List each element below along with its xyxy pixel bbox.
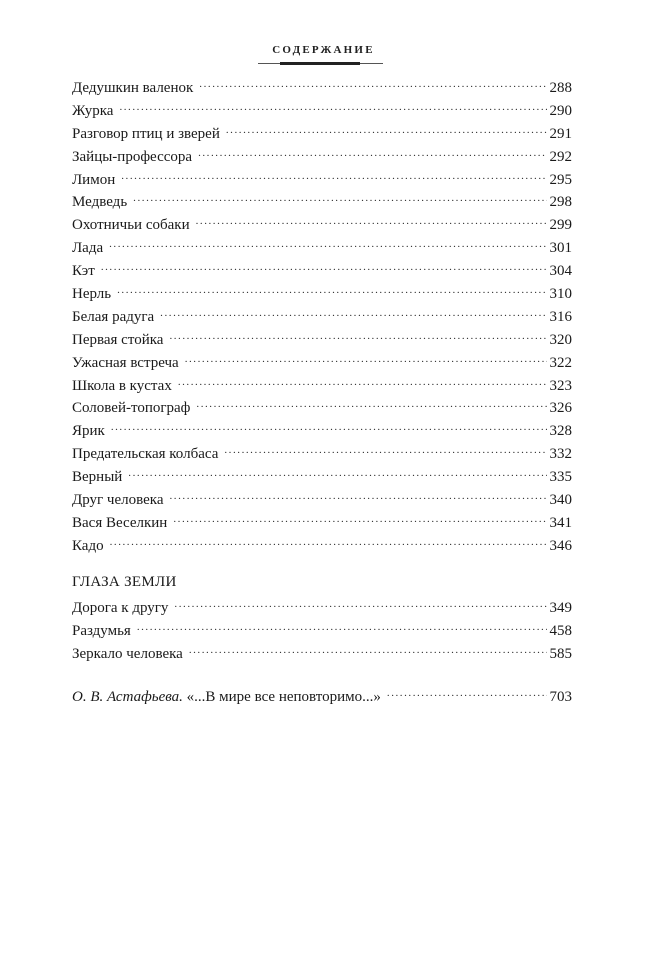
dot-leader [111, 421, 547, 435]
toc-entry-title: Нерль [72, 286, 112, 303]
toc-entry-title: Первая стойка [72, 331, 164, 348]
dot-leader [199, 78, 546, 92]
toc-entry[interactable] [72, 512, 572, 535]
dot-leader [198, 147, 546, 161]
toc-entry[interactable] [72, 375, 572, 398]
afterword-entry [72, 686, 572, 709]
toc-entry-page: 298 [549, 194, 572, 211]
toc-entry-title: Соловей-топограф [72, 400, 191, 417]
header-divider-accent [280, 62, 360, 65]
toc-entry-page: 299 [549, 217, 572, 234]
toc-entry[interactable] [72, 443, 572, 466]
toc-entry[interactable] [72, 597, 572, 620]
toc-entry-title: Школа в кустах [72, 377, 172, 394]
dot-leader [101, 261, 547, 275]
section-heading: ГЛАЗА ЗЕМЛИ [72, 574, 177, 590]
toc-entry-title: Охотничьи собаки [72, 217, 190, 234]
toc-entry-title: Разговор птиц и зверей [72, 125, 220, 142]
toc-entry[interactable] [72, 329, 572, 352]
toc-entry-page: 585 [549, 645, 572, 662]
toc-entry[interactable] [72, 620, 572, 643]
dot-leader [170, 490, 547, 504]
dot-leader [174, 598, 546, 612]
toc-entry-title: Белая радуга [72, 308, 155, 325]
toc-entry-title: Предательская колбаса [72, 446, 219, 463]
dot-leader [224, 444, 546, 458]
toc-entry[interactable] [72, 352, 572, 375]
dot-leader [185, 353, 547, 367]
dot-leader [196, 398, 546, 412]
toc-entry-page: 291 [549, 125, 572, 142]
afterword-author: О. В. Астафьева. [72, 689, 183, 705]
toc-entry[interactable] [72, 169, 572, 192]
dot-leader [128, 467, 546, 481]
toc-entry-page: 290 [549, 102, 572, 119]
toc-entry[interactable] [72, 100, 572, 123]
toc-entry-page: 292 [549, 148, 572, 165]
toc-entry-title: Журка [72, 102, 114, 119]
toc-entry[interactable] [72, 686, 572, 709]
toc-entry-page: 295 [549, 171, 572, 188]
toc-entry-page: 304 [549, 263, 572, 280]
dot-leader [387, 687, 547, 701]
toc-entry-page: 328 [549, 423, 572, 440]
toc-entry-title: Кадо [72, 537, 104, 554]
dot-leader [189, 644, 547, 658]
dot-leader [137, 621, 547, 635]
toc-entry[interactable] [72, 397, 572, 420]
toc-entry-page: 320 [549, 331, 572, 348]
dot-leader [178, 376, 547, 390]
dot-leader [173, 513, 546, 527]
toc-entry-page: 335 [549, 469, 572, 486]
page-title: СОДЕРЖАНИЕ [272, 44, 375, 56]
toc-entry-page: 341 [549, 514, 572, 531]
dot-leader [109, 238, 546, 252]
toc-entry-page: 340 [549, 492, 572, 509]
toc-entry-title: Дедушкин валенок [72, 80, 194, 96]
dot-leader [119, 101, 546, 115]
toc-entry[interactable] [72, 466, 572, 489]
toc-entry[interactable] [72, 489, 572, 512]
toc-entry[interactable] [72, 420, 572, 443]
toc-entry[interactable] [72, 77, 572, 100]
toc-entry-page: 323 [549, 377, 572, 394]
toc-entry-title [72, 686, 387, 709]
toc-entry-title: Ужасная встреча [72, 354, 179, 371]
dot-leader [160, 307, 546, 321]
toc-entry-page: 310 [549, 286, 572, 303]
toc-entry-page: 332 [549, 446, 572, 463]
toc-entry-page: 288 [549, 80, 572, 96]
toc-entry[interactable] [72, 146, 572, 169]
dot-leader [169, 330, 546, 344]
dot-leader [117, 284, 546, 298]
toc-entry-title: Лада [72, 240, 104, 257]
toc-entry[interactable] [72, 191, 572, 214]
toc-entry-title: Вася Веселкин [72, 514, 168, 531]
afterword-title: «...В мире все неповторимо...» [186, 689, 381, 705]
dot-leader [133, 192, 546, 206]
toc-entry[interactable] [72, 643, 572, 666]
toc-entry[interactable] [72, 123, 572, 146]
toc-entry-title: Дорога к другу [72, 600, 169, 616]
toc-entry-title: Зеркало человека [72, 645, 183, 662]
toc-entry[interactable] [72, 535, 572, 558]
toc-entry-page: 346 [549, 537, 572, 554]
toc-entry-title: Кэт [72, 263, 95, 280]
toc-entry-page: 458 [549, 622, 572, 639]
toc-entry-title: Зайцы-профессора [72, 148, 193, 165]
toc-entry-page: 316 [549, 308, 572, 325]
toc-entry-title: Верный [72, 469, 123, 486]
toc-entry[interactable] [72, 260, 572, 283]
dot-leader [226, 124, 547, 138]
dot-leader [196, 215, 547, 229]
toc-entry[interactable] [72, 283, 572, 306]
dot-leader [121, 170, 546, 184]
toc-entry-title: Раздумья [72, 622, 131, 639]
toc-entry[interactable] [72, 237, 572, 260]
toc-entry-page: 703 [549, 689, 572, 705]
toc-entry-title: Лимон [72, 171, 116, 188]
toc-entry-title: Друг человека [72, 492, 164, 509]
toc-entry-title: Медведь [72, 194, 128, 211]
toc-entry-page: 322 [549, 354, 572, 371]
toc-entry[interactable] [72, 214, 572, 237]
page-header [0, 40, 647, 58]
toc-entry-title: Ярик [72, 423, 105, 440]
dot-leader [110, 536, 547, 550]
toc-entry-page: 326 [549, 400, 572, 417]
toc-entry-page: 349 [549, 600, 572, 616]
section-toc-list [72, 597, 572, 666]
toc-entry-page: 301 [549, 240, 572, 257]
toc-list [72, 77, 572, 558]
toc-entry[interactable] [72, 306, 572, 329]
